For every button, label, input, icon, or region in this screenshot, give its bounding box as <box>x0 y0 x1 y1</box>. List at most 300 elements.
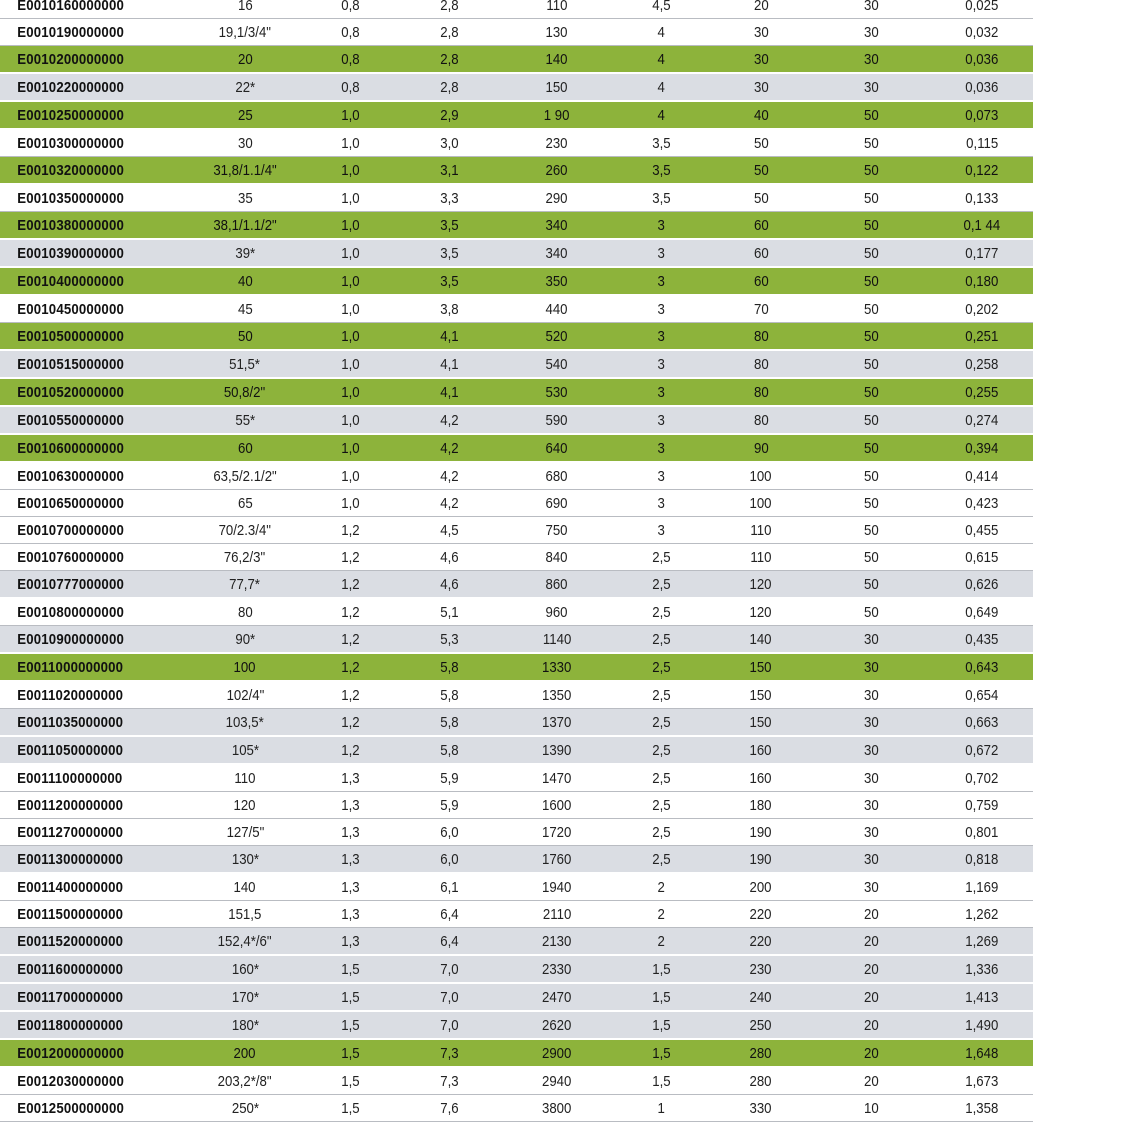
cell-pack <box>811 544 931 571</box>
cell-thickness <box>305 544 395 571</box>
cell-diameter-text: 30 <box>237 134 253 152</box>
table-row <box>0 846 1140 874</box>
cell-speed <box>611 517 711 544</box>
cell-thickness <box>305 709 395 737</box>
cell-quantity-text: 110 <box>750 548 772 566</box>
cell-article-code-text: E0010760000000 <box>17 548 124 566</box>
cell-thickness-text: 1,5 <box>340 1044 360 1062</box>
cell-weight <box>503 184 611 212</box>
cell-height-text: 5,8 <box>439 741 459 759</box>
cell-thickness-text: 1,3 <box>340 769 360 787</box>
cell-thickness <box>305 626 395 654</box>
cell-volume-text: 0,759 <box>965 796 999 814</box>
cell-pack <box>811 129 931 157</box>
cell-quantity-text: 60 <box>753 244 769 262</box>
cell-height-text: 5,1 <box>439 603 459 621</box>
cell-quantity-text: 160 <box>749 769 773 787</box>
cell-pack <box>811 490 931 517</box>
cell-weight-text: 1140 <box>542 630 572 648</box>
cell-diameter-text: 77,7* <box>229 575 261 593</box>
cell-height <box>395 73 503 101</box>
table-row <box>0 184 1140 212</box>
cell-weight-text: 960 <box>545 603 569 621</box>
cell-pack <box>811 955 931 983</box>
cell-thickness-text: 1,5 <box>340 1099 360 1117</box>
cell-article-code <box>0 764 185 792</box>
row-trailing-gap <box>1033 101 1140 129</box>
cell-thickness <box>305 462 395 490</box>
cell-thickness-text: 1,3 <box>340 796 360 814</box>
cell-quantity-text: 190 <box>749 823 773 841</box>
cell-diameter <box>185 846 305 874</box>
cell-diameter <box>185 517 305 544</box>
cell-speed <box>611 73 711 101</box>
cell-pack <box>811 736 931 764</box>
cell-diameter <box>185 0 305 19</box>
cell-article-code <box>0 350 185 378</box>
cell-height-text: 6,4 <box>439 905 459 923</box>
cell-height <box>395 681 503 709</box>
cell-speed <box>611 571 711 599</box>
cell-height-text: 5,8 <box>439 713 459 731</box>
cell-article-code <box>0 1095 185 1122</box>
cell-weight <box>503 101 611 129</box>
cell-diameter <box>185 157 305 185</box>
cell-quantity-text: 100 <box>749 494 773 512</box>
cell-speed-text: 3 <box>657 439 665 457</box>
cell-height <box>395 295 503 323</box>
cell-volume <box>931 846 1033 874</box>
cell-diameter <box>185 709 305 737</box>
cell-height <box>395 184 503 212</box>
cell-pack-text: 50 <box>863 548 879 566</box>
cell-diameter <box>185 681 305 709</box>
cell-quantity <box>711 764 811 792</box>
cell-weight-text: 680 <box>545 467 569 485</box>
cell-article-code-text: E0012000000000 <box>17 1044 124 1062</box>
cell-article-code <box>0 406 185 434</box>
cell-thickness-text: 1,0 <box>340 355 360 373</box>
cell-height <box>395 490 503 517</box>
table-row <box>0 157 1140 185</box>
cell-pack-text: 50 <box>863 355 879 373</box>
cell-pack <box>811 157 931 185</box>
cell-pack-text: 30 <box>863 878 879 896</box>
cell-thickness <box>305 157 395 185</box>
cell-volume <box>931 490 1033 517</box>
cell-article-code-text: E0011000000000 <box>17 658 124 676</box>
cell-volume-text: 0,702 <box>965 769 999 787</box>
cell-article-code <box>0 598 185 626</box>
cell-volume <box>931 434 1033 462</box>
cell-pack <box>811 571 931 599</box>
cell-quantity <box>711 184 811 212</box>
cell-volume-text: 0,025 <box>965 0 999 14</box>
cell-diameter-text: 100 <box>233 658 257 676</box>
cell-height-text: 3,5 <box>439 272 459 290</box>
cell-pack <box>811 239 931 267</box>
cell-diameter-text: 200 <box>233 1044 257 1062</box>
cell-speed-text: 3 <box>657 383 665 401</box>
cell-speed-text: 1,5 <box>651 960 671 978</box>
cell-article-code <box>0 101 185 129</box>
cell-article-code <box>0 378 185 406</box>
row-trailing-gap <box>1033 462 1140 490</box>
cell-diameter <box>185 983 305 1011</box>
cell-speed-text: 2,5 <box>651 686 671 704</box>
cell-pack-text: 50 <box>863 383 879 401</box>
row-trailing-gap <box>1033 434 1140 462</box>
cell-article-code <box>0 544 185 571</box>
cell-article-code-text: E0011050000000 <box>17 741 124 759</box>
cell-height <box>395 1067 503 1095</box>
cell-quantity <box>711 653 811 681</box>
cell-quantity-text: 50 <box>753 189 769 207</box>
cell-diameter-text: 76,2/3" <box>224 548 266 566</box>
cell-quantity <box>711 267 811 295</box>
cell-speed <box>611 323 711 351</box>
cell-height <box>395 350 503 378</box>
cell-speed-text: 2,5 <box>651 575 671 593</box>
cell-article-code-text: E0010450000000 <box>17 300 124 318</box>
cell-article-code-text: E0010777000000 <box>17 575 124 593</box>
cell-height <box>395 1039 503 1067</box>
cell-quantity-text: 280 <box>749 1044 773 1062</box>
cell-pack <box>811 212 931 240</box>
cell-quantity-text: 50 <box>753 161 769 179</box>
cell-speed-text: 2 <box>657 932 665 950</box>
row-trailing-gap <box>1033 873 1140 901</box>
cell-diameter-text: 140 <box>233 878 257 896</box>
cell-thickness <box>305 983 395 1011</box>
cell-weight-text: 860 <box>545 575 569 593</box>
cell-thickness <box>305 101 395 129</box>
cell-weight <box>503 792 611 819</box>
cell-volume-text: 0,180 <box>965 272 999 290</box>
cell-pack <box>811 846 931 874</box>
table-row <box>0 544 1140 571</box>
cell-weight-text: 1330 <box>542 658 572 676</box>
row-trailing-gap <box>1033 544 1140 571</box>
row-trailing-gap <box>1033 598 1140 626</box>
cell-weight <box>503 653 611 681</box>
cell-article-code <box>0 653 185 681</box>
cell-height-text: 6,4 <box>439 932 459 950</box>
cell-weight-text: 440 <box>545 300 569 318</box>
cell-pack-text: 30 <box>863 630 879 648</box>
row-trailing-gap <box>1033 239 1140 267</box>
cell-height-text: 2,8 <box>439 0 459 14</box>
cell-thickness-text: 1,2 <box>340 713 360 731</box>
cell-pack-text: 20 <box>863 1072 879 1090</box>
cell-quantity <box>711 295 811 323</box>
cell-speed-text: 2,5 <box>651 603 671 621</box>
cell-speed-text: 3,5 <box>651 189 671 207</box>
row-trailing-gap <box>1033 517 1140 544</box>
row-trailing-gap <box>1033 983 1140 1011</box>
cell-pack <box>811 46 931 74</box>
cell-volume <box>931 1039 1033 1067</box>
cell-volume-text: 0,643 <box>965 658 999 676</box>
cell-article-code-text: E0011400000000 <box>17 878 124 896</box>
cell-article-code-text: E0010380000000 <box>17 216 124 234</box>
cell-diameter <box>185 19 305 46</box>
cell-thickness-text: 1,0 <box>340 411 360 429</box>
cell-volume <box>931 544 1033 571</box>
cell-height-text: 6,1 <box>439 878 459 896</box>
cell-height <box>395 434 503 462</box>
table-row <box>0 983 1140 1011</box>
cell-speed-text: 2,5 <box>651 769 671 787</box>
table-row <box>0 928 1140 956</box>
cell-volume-text: 1,269 <box>965 932 999 950</box>
cell-pack <box>811 350 931 378</box>
cell-article-code <box>0 983 185 1011</box>
cell-weight <box>503 626 611 654</box>
cell-volume-text: 1,336 <box>965 960 999 978</box>
cell-volume-text: 1,262 <box>965 905 999 923</box>
cell-thickness <box>305 955 395 983</box>
cell-thickness-text: 1,3 <box>340 823 360 841</box>
row-trailing-gap <box>1033 792 1140 819</box>
cell-diameter-text: 40 <box>237 272 253 290</box>
cell-height <box>395 983 503 1011</box>
cell-article-code-text: E0010190000000 <box>17 23 124 41</box>
cell-height <box>395 736 503 764</box>
cell-pack <box>811 1011 931 1039</box>
cell-quantity-text: 90 <box>753 439 769 457</box>
cell-thickness <box>305 0 395 19</box>
cell-quantity <box>711 983 811 1011</box>
cell-article-code <box>0 0 185 19</box>
cell-speed-text: 2,5 <box>651 796 671 814</box>
cell-volume <box>931 983 1033 1011</box>
cell-weight <box>503 406 611 434</box>
cell-height <box>395 928 503 956</box>
cell-quantity <box>711 901 811 928</box>
table-row <box>0 1067 1140 1095</box>
cell-speed-text: 3 <box>657 521 665 539</box>
cell-diameter-text: 110 <box>234 769 256 787</box>
cell-diameter-text: 151,5 <box>228 905 262 923</box>
cell-pack-text: 30 <box>863 50 879 68</box>
cell-quantity-text: 140 <box>749 630 773 648</box>
cell-speed <box>611 239 711 267</box>
cell-weight <box>503 490 611 517</box>
cell-speed-text: 2 <box>657 905 665 923</box>
cell-thickness <box>305 736 395 764</box>
cell-speed <box>611 681 711 709</box>
cell-volume-text: 1,358 <box>965 1099 999 1117</box>
cell-quantity-text: 20 <box>753 0 769 14</box>
table-row <box>0 955 1140 983</box>
cell-pack-text: 20 <box>863 905 879 923</box>
cell-quantity-text: 220 <box>749 932 773 950</box>
cell-quantity-text: 240 <box>749 988 773 1006</box>
cell-volume-text: 0,394 <box>965 439 999 457</box>
cell-quantity <box>711 792 811 819</box>
row-trailing-gap <box>1033 46 1140 74</box>
cell-weight <box>503 267 611 295</box>
cell-weight <box>503 295 611 323</box>
cell-diameter <box>185 490 305 517</box>
table-row <box>0 653 1140 681</box>
cell-volume-text: 0,202 <box>965 300 999 318</box>
cell-article-code <box>0 792 185 819</box>
cell-volume-text: 0,455 <box>965 521 999 539</box>
cell-speed-text: 2,5 <box>651 658 671 676</box>
cell-pack <box>811 184 931 212</box>
cell-quantity-text: 30 <box>753 50 769 68</box>
table-row <box>0 267 1140 295</box>
cell-weight-text: 840 <box>545 548 569 566</box>
cell-height-text: 4,1 <box>439 383 459 401</box>
cell-thickness-text: 1,2 <box>340 658 360 676</box>
cell-height <box>395 846 503 874</box>
cell-diameter <box>185 184 305 212</box>
cell-diameter-text: 250* <box>231 1099 259 1117</box>
table-row <box>0 295 1140 323</box>
cell-quantity <box>711 323 811 351</box>
cell-pack <box>811 983 931 1011</box>
cell-volume <box>931 764 1033 792</box>
cell-volume-text: 0,115 <box>965 134 999 152</box>
cell-pack <box>811 653 931 681</box>
cell-article-code <box>0 928 185 956</box>
cell-weight-text: 350 <box>545 272 569 290</box>
cell-volume <box>931 901 1033 928</box>
cell-article-code-text: E0011035000000 <box>17 713 124 731</box>
cell-diameter <box>185 378 305 406</box>
cell-speed <box>611 101 711 129</box>
cell-weight-text: 1470 <box>542 769 572 787</box>
cell-diameter-text: 80 <box>237 603 253 621</box>
cell-volume-text: 0,801 <box>965 823 999 841</box>
cell-article-code <box>0 1067 185 1095</box>
cell-diameter <box>185 626 305 654</box>
cell-diameter-text: 65 <box>237 494 253 512</box>
cell-speed <box>611 1095 711 1122</box>
cell-diameter <box>185 955 305 983</box>
cell-weight <box>503 873 611 901</box>
cell-volume <box>931 212 1033 240</box>
cell-quantity <box>711 157 811 185</box>
cell-diameter <box>185 928 305 956</box>
cell-pack-text: 20 <box>863 1044 879 1062</box>
cell-volume-text: 0,818 <box>965 850 999 868</box>
cell-speed <box>611 434 711 462</box>
cell-diameter <box>185 406 305 434</box>
cell-weight <box>503 1095 611 1122</box>
cell-thickness <box>305 19 395 46</box>
cell-pack <box>811 819 931 846</box>
cell-article-code-text: E0011100000000 <box>17 769 123 787</box>
cell-speed-text: 2,5 <box>651 548 671 566</box>
cell-quantity-text: 80 <box>753 383 769 401</box>
cell-article-code <box>0 129 185 157</box>
cell-speed-text: 2,5 <box>651 741 671 759</box>
cell-height <box>395 212 503 240</box>
cell-thickness <box>305 846 395 874</box>
cell-quantity-text: 200 <box>749 878 773 896</box>
cell-diameter <box>185 239 305 267</box>
cell-thickness-text: 1,0 <box>340 383 360 401</box>
cell-weight <box>503 212 611 240</box>
cell-volume <box>931 517 1033 544</box>
cell-quantity <box>711 406 811 434</box>
cell-thickness <box>305 1011 395 1039</box>
cell-speed-text: 3,5 <box>651 134 671 152</box>
cell-volume <box>931 819 1033 846</box>
cell-weight-text: 640 <box>545 439 569 457</box>
cell-weight-text: 340 <box>545 216 569 234</box>
cell-weight <box>503 19 611 46</box>
cell-quantity-text: 160 <box>749 741 773 759</box>
cell-height-text: 5,8 <box>439 686 459 704</box>
cell-volume <box>931 873 1033 901</box>
cell-height <box>395 1011 503 1039</box>
cell-pack-text: 30 <box>863 741 879 759</box>
cell-volume-text: 0,032 <box>965 23 999 41</box>
cell-weight <box>503 681 611 709</box>
cell-volume <box>931 736 1033 764</box>
cell-diameter-text: 38,1/1.1/2" <box>213 216 277 234</box>
cell-pack-text: 50 <box>863 521 879 539</box>
table-row <box>0 709 1140 737</box>
cell-pack <box>811 598 931 626</box>
cell-pack <box>811 792 931 819</box>
cell-height-text: 4,2 <box>439 411 459 429</box>
table-row <box>0 350 1140 378</box>
row-trailing-gap <box>1033 295 1140 323</box>
cell-speed-text: 4 <box>657 50 665 68</box>
cell-volume <box>931 129 1033 157</box>
cell-weight <box>503 157 611 185</box>
cell-diameter <box>185 819 305 846</box>
cell-weight-text: 1940 <box>542 878 572 896</box>
cell-volume-text: 0,414 <box>965 467 999 485</box>
cell-volume <box>931 0 1033 19</box>
cell-article-code-text: E0010500000000 <box>17 327 124 345</box>
cell-diameter-text: 39* <box>235 244 255 262</box>
cell-thickness-text: 1,0 <box>340 300 360 318</box>
cell-speed-text: 3 <box>657 467 665 485</box>
cell-weight-text: 2130 <box>542 932 572 950</box>
cell-weight-text: 690 <box>545 494 569 512</box>
cell-pack-text: 50 <box>863 411 879 429</box>
cell-weight-text: 230 <box>545 134 569 152</box>
cell-article-code <box>0 571 185 599</box>
cell-article-code-text: E0010200000000 <box>17 50 124 68</box>
cell-pack <box>811 517 931 544</box>
cell-diameter-text: 127/5" <box>226 823 264 841</box>
cell-speed <box>611 295 711 323</box>
cell-pack-text: 50 <box>863 494 879 512</box>
cell-height <box>395 267 503 295</box>
cell-pack <box>811 295 931 323</box>
cell-height <box>395 626 503 654</box>
cell-height <box>395 901 503 928</box>
cell-speed <box>611 350 711 378</box>
cell-quantity-text: 80 <box>753 355 769 373</box>
cell-weight <box>503 378 611 406</box>
cell-article-code <box>0 517 185 544</box>
cell-weight <box>503 434 611 462</box>
cell-volume <box>931 19 1033 46</box>
cell-quantity-text: 40 <box>753 106 769 124</box>
cell-height <box>395 378 503 406</box>
cell-thickness-text: 1,2 <box>340 741 360 759</box>
